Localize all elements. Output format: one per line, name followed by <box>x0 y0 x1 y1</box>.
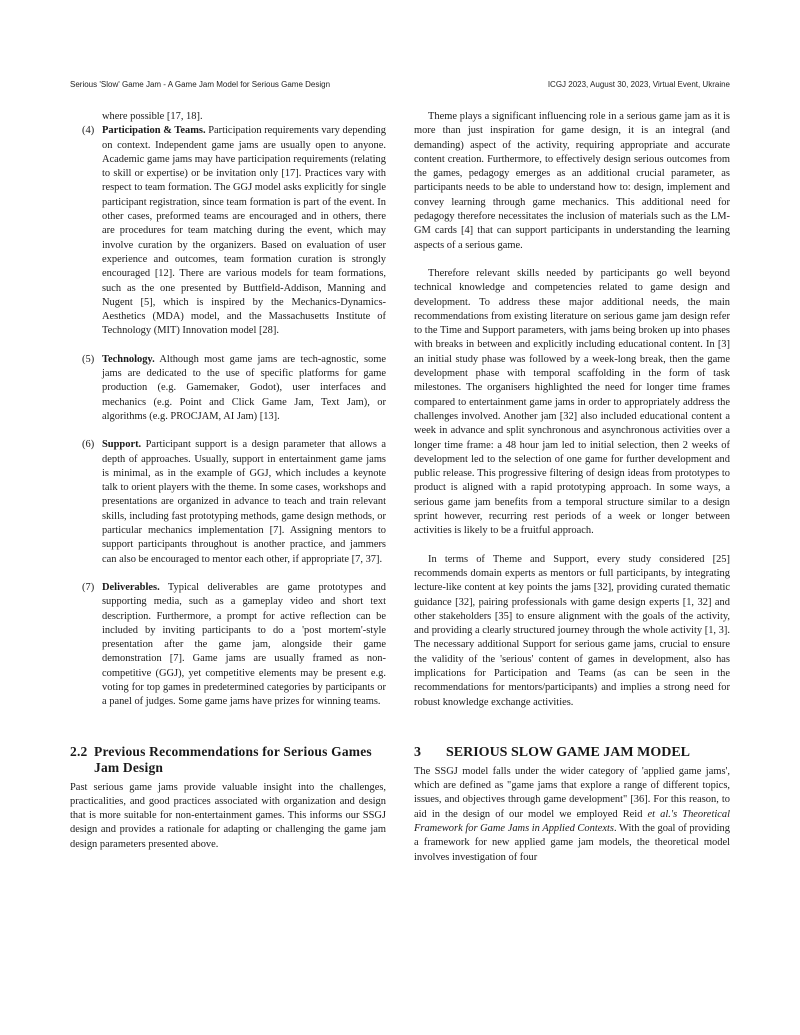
left-column <box>70 110 386 852</box>
list-number: (5) <box>82 353 95 365</box>
paragraph-theme: Theme plays a significant influencing role in a serious game jam as it is more than just inspiration for game design, it is an integral (and demanding) aspect of the activity, requiring appropriate and accurate content creation. Furthermore, to effectively design serious outcomes from the games, pedagogy emerges as an additional crucial parameter, as participants needs to be able to understand how to: design, implement and convey learning through game mechanics. This additional need for pedagogy therefore necessitates the inclusion of materials such as the LM-GM cards [4] that can support participants in understanding the learning aspects of a serious game. <box>414 111 730 251</box>
section-paragraph: Past serious game jams provide valuable insight into the challenges, practicalities, and good practices associated with organization and design that is more suitable for non-entertainment games. This informs our SSGJ design and provides a rationale for adapting or challenging the game jam design parameters presented above. <box>70 781 386 850</box>
list-number: (6) <box>82 439 95 451</box>
list-text: Participant support is a design parameter that allows a depth of approaches. Usually, support in entertainment game jams is minimal, as in the example of GGJ, which includes a keynote talk to orient players with the theme. In some cases, workshops and presentations are organized in advance to teach and train relevant skills, including fast prototyping methods, game design methods, or particular mechanics implementation [7]. Assigning mentors to support participants throughout is another practice, and jammers can also be encouraged to mentor each other, if appropriate [7, 37]. <box>102 439 386 565</box>
running-header-title: Serious 'Slow' Game Jam - A Game Jam Model for Serious Game Design <box>70 80 331 89</box>
list-item-participation <box>70 124 386 338</box>
section-number: 3 <box>414 744 421 760</box>
paragraph-skills: Therefore relevant skills needed by participants go well beyond technical knowledge and competencies related to game design and development. To address these major additional needs, the main recommendations from existing literature on serious game jam design refer to the Time and Support parameters, with jams being broken up into phases with breaks in between and explicitly including educational content. In [3] an initial study phase was followed by a week-long break, then the game development phase with temporal scaffolding in the form of task milestones. The organisers highlighted the need for longer time frames compared to entertainment game jams in order to appropriately address the challenges involved. Another jam [32] also included educational content a week in advance and split synchronous and asynchronous activities over a longer time frame: a 48 hour jam led to initial selection, then 2 weeks of development led to the selection of one game for further development and public release. This progressive filtering of design ideas from prototypes to product is aligned with a rapid prototyping approach. In some ways, a serious game jam benefits from a temporal structure similar to a design sprint however, recurring rest periods of a week or longer between activities is likely to be a fruitful approach. <box>414 267 730 537</box>
list-item-support <box>70 438 386 567</box>
section-paragraph <box>414 765 730 865</box>
list-item-deliverables <box>70 581 386 710</box>
design-parameter-list <box>70 124 386 709</box>
italic-run: et al. <box>647 808 671 820</box>
list-number: (4) <box>82 125 95 137</box>
list-term: Technology. <box>102 353 155 365</box>
list-item-technology <box>70 353 386 424</box>
text-run: . With the goal of providing a framework for new applied game jam models, the theoretical model involves investigation of four <box>414 823 730 863</box>
list-text: Although most game jams are tech-agnostic, some jams are dedicated to the use of specific platforms for game production (e.g. Gamemaker, Godot), user interfaces and mechanics (e.g. Point and Click Game Jam, Text Jam), or algorithms (e.g. PROCJAM, AI Jam) [13]. <box>102 353 386 422</box>
text-run: The SSGJ model falls under the wider category of 'applied game jams', which are defined as "game jams that explore a range of different topics, issues, and objectives through game development" [36]. For this reason, to aid in the design of our model we employed Reid <box>414 765 730 820</box>
right-column <box>414 110 730 865</box>
list-term: Deliverables. <box>102 581 160 593</box>
section-heading-3 <box>414 744 730 761</box>
section-heading-2-2 <box>70 744 386 776</box>
list-text: Typical deliverables are game prototypes and supporting media, such as a gameplay video and short text description. Furthermore, a prompt for active reflection can be included by inviting participants to do a 'post mortem'-style presentation after the game jam, alongside their game demonstration [7]. Game jams are usually framed as non-competitive (GGJ), yet competitive elements may be present e.g. voting for top games in predetermined categories by participants or a panel of judges. Some game jams have prizes for winning teams. <box>102 581 386 708</box>
list-number: (7) <box>82 581 95 593</box>
list-term: Support. <box>102 439 142 451</box>
continuation-text: where possible [17, 18]. <box>102 111 203 122</box>
list-term: Participation & Teams. <box>102 125 206 137</box>
italic-run-title: 's Theoretical Framework for Game Jams in Applied Contexts <box>414 808 730 835</box>
list-text: Participation requirements vary depending on context. Independent game jams are usually open to anyone. Academic game jams may have participation requirements (relating to skill or expertise) or be invitation only [17]. Practices vary with respect to team formation. The GGJ model asks explicitly for single participant registration, since team formation is part of the event. In other cases, preformed teams are encouraged and in others, there are procedures for team matching during the event, which may involve curation by the organizers. Based on evaluation of user experience and outcomes, team formation curation is strongly encouraged [12]. There are various models for team formations, such as the one presented by Buttfield-Addison, Manning and Nugent [5], which is inspired by the Mechanics-Dynamics-Aesthetics (MDA) model, and the Massachusetts Institute of Technology (MIT) Innovation model [28]. <box>102 125 386 337</box>
running-header-venue: ICGJ 2023, August 30, 2023, Virtual Event, Ukraine <box>547 80 730 89</box>
paragraph-theme-support: In terms of Theme and Support, every study considered [25] recommends domain experts as mentors or full participants, by integrating lecture-like content at key points the jams [32], providing curated thematic guidance [32], pairing professionals with game design experts [1, 32] and other stakeholders [35] to ensure alignment with the goals of the activity, and providing a clearly structured journey through the whole activity [1, 3]. The necessary additional Support for serious game jams, crucial to ensure the validity of the 'serious' content of games in development, also has implications for Participation and Teams (as can be seen in the recommendations for mentors/participants) and implies a strong need for robust knowledge exchange activities. <box>414 553 730 708</box>
section-number: 2.2 <box>70 743 88 759</box>
section-title: Previous Recommendations for Serious Games Jam Design <box>94 743 372 775</box>
section-title: SERIOUS SLOW GAME JAM MODEL <box>446 744 690 760</box>
